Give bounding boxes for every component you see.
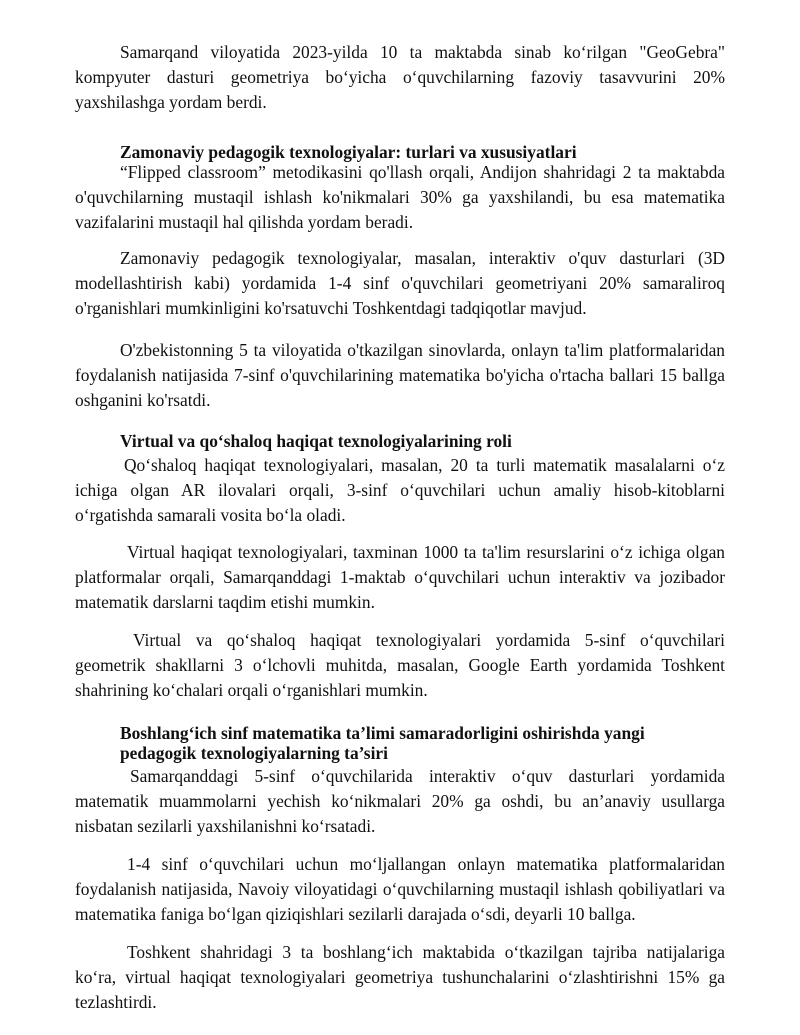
paragraph-geogebra: Samarqand viloyatida 2023-yilda 10 ta maktabda sinab ko‘rilgan "GeoGebra" kompyuter dasturi geometriya bo‘yicha o‘quvchilarning fazoviy tasavvurini 20% yaxshilashga yordam berdi. <box>75 42 725 112</box>
paragraph-samarkand-results: Samarqanddagi 5-sinf o‘quvchilarida interaktiv o‘quv dasturlari yordamida matematik muammolarni yechish ko‘nikmalari 20% ga oshdi, bu an’anaviy usullarga nisbatan sezilarli yaxshilanishni ko‘rsatadi. <box>75 766 725 836</box>
paragraph-3d-environment: Virtual va qo‘shaloq haqiqat texnologiyalari yordamida 5-sinf o‘quvchilari geometrik shakllarni 3 o‘lchovli muhitda, masalan, Google Earth yordamida Toshkent shahrining ko‘chalari orqali o‘rganishlari mumkin. <box>75 630 725 700</box>
section-heading-effectiveness-line1: Boshlang‘ich sinf matematika ta’limi samaradorligini oshirishda yangi <box>120 723 645 743</box>
paragraph-flipped-classroom: “Flipped classroom” metodikasini qo'llash orqali, Andijon shahridagi 2 ta maktabda o'quvchilarning mustaqil ishlash ko'nikmalari 30% ga yaxshilandi, bu esa matematika vazifalarini mustaqil hal qilishda yordam beradi. <box>75 162 725 232</box>
paragraph-augmented-reality: Qo‘shaloq haqiqat texnologiyalari, masalan, 20 ta turli matematik masalalarni o‘z ichiga olgan AR ilovalari orqali, 3-sinf o‘quvchilari uchun amaliy hisob-kitoblarni o‘rgatishda samarali vosita bo‘la oladi. <box>75 455 725 525</box>
paragraph-tashkent-results: Toshkent shahridagi 3 ta boshlang‘ich maktabida o‘tkazilgan tajriba natijalariga ko‘ra, virtual haqiqat texnologiyalari geometriya tushunchalarini o‘zlashtirishni 15% ga tezlashtirdi. <box>75 942 725 1012</box>
section-heading-virtual-reality: Virtual va qo‘shaloq haqiqat texnologiyalarining roli <box>120 431 512 451</box>
paragraph-virtual-reality: Virtual haqiqat texnologiyalari, taxminan 1000 ta ta'lim resurslarini o‘z ichiga olgan platformalar orqali, Samarqanddagi 1-maktab o‘quvchilari uchun interaktiv va jozibador matematik darslarni taqdim etishi mumkin. <box>75 542 725 612</box>
paragraph-navoi-results: 1-4 sinf o‘quvchilari uchun mo‘ljallangan onlayn matematika platformalaridan foydalanish natijasida, Navoiy viloyatidagi o‘quvchilarning mustaqil ishlash qobiliyatlari va matematika faniga bo‘lgan qiziqishlari sezilarli darajada o‘sdi, deyarli 10 ballga. <box>75 854 725 924</box>
paragraph-interactive-programs: Zamonaviy pedagogik texnologiyalar, masalan, interaktiv o'quv dasturlari (3D modellashtirish kabi) yordamida 1-4 sinf o'quvchilari geometriyani 20% samaraliroq o'rganishlari mumkinligini ko'rsatuvchi Toshkentdagi tadqiqotlar mavjud. <box>75 248 725 318</box>
section-heading-modern-technologies: Zamonaviy pedagogik texnologiyalar: turlari va xususiyatlari <box>120 142 577 162</box>
paragraph-online-platforms: O'zbekistonning 5 ta viloyatida o'tkazilgan sinovlarda, onlayn ta'lim platformalaridan foydalanish natijasida 7-sinf o'quvchilarining matematika bo'yicha o'rtacha ballari 15 ballga oshganini ko'rsatdi. <box>75 340 725 410</box>
section-heading-effectiveness-line2: pedagogik texnologiyalarning ta’siri <box>120 743 388 763</box>
